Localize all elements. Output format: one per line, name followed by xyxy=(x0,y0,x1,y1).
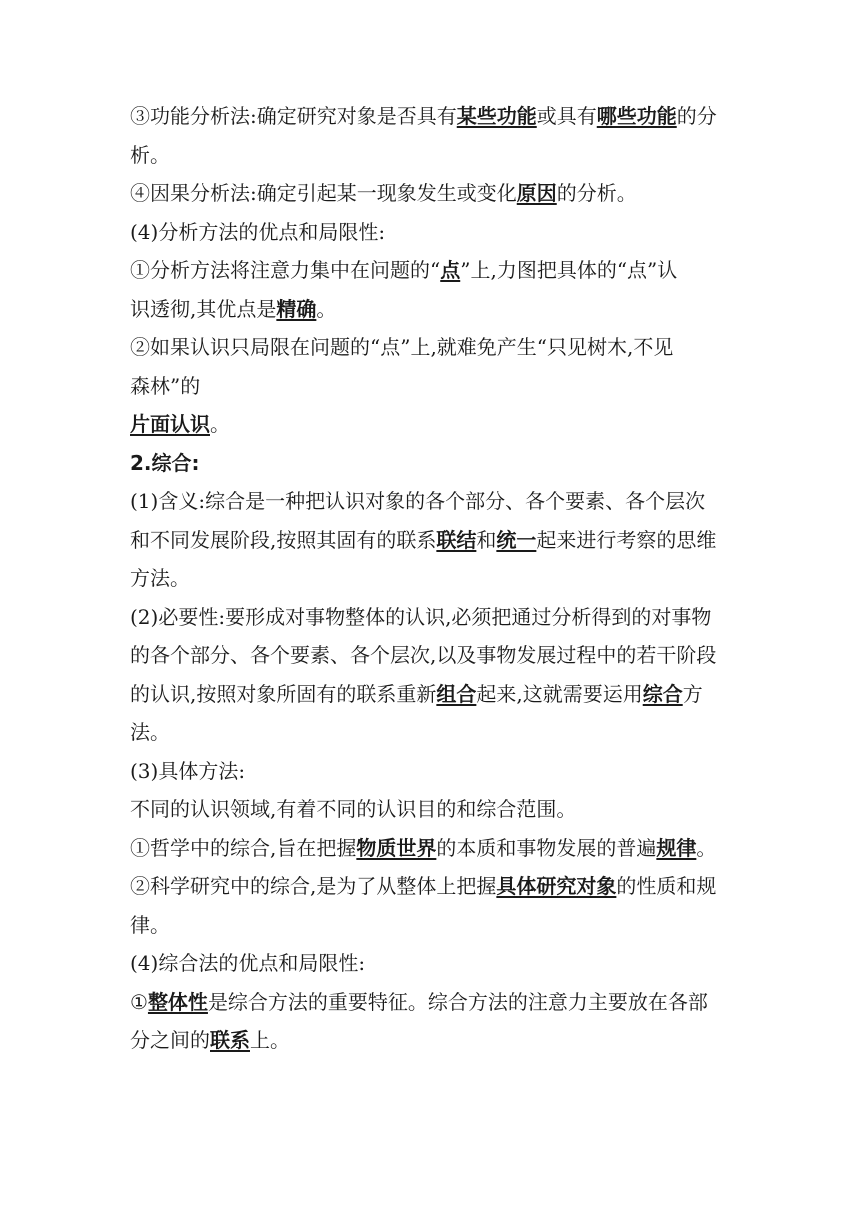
underlined-keyword: 点 xyxy=(440,258,461,282)
text-run: 2.综合: xyxy=(130,450,200,475)
text-line xyxy=(130,444,740,483)
text-run: 森林”的 xyxy=(130,373,201,398)
text-run: ③功能分析法:确定研究对象是否具有 xyxy=(130,104,457,128)
text-run: (3)具体方法: xyxy=(130,758,246,783)
text-run: ④因果分析法:确定引起某一现象发生或变化 xyxy=(130,181,517,205)
text-run: (4)综合法的优点和局限性: xyxy=(130,951,366,975)
text-run: 或具有 xyxy=(536,104,597,128)
document-page xyxy=(130,97,740,1060)
text-run: 。 xyxy=(210,412,230,436)
text-line xyxy=(130,97,740,136)
text-run: 起来进行考察的思维 xyxy=(536,527,717,552)
text-run: 的分 xyxy=(676,104,717,128)
underlined-keyword: 片面认识 xyxy=(130,412,210,436)
text-run: 和不同发展阶段,按照其固有的联系 xyxy=(130,527,437,552)
underlined-keyword: 精确 xyxy=(276,296,317,321)
text-run: 律。 xyxy=(130,912,170,937)
text-run: 法。 xyxy=(130,720,170,744)
text-line xyxy=(130,559,740,598)
text-run: ②如果认识只局限在问题的“点”上,就难免产生“只见树木,不见 xyxy=(130,335,674,359)
text-run: 。 xyxy=(696,835,717,860)
text-line xyxy=(130,482,740,521)
text-line xyxy=(130,251,740,290)
text-line xyxy=(130,136,740,175)
underlined-keyword: 联系 xyxy=(210,1028,250,1052)
text-line xyxy=(130,405,740,444)
text-run: 析。 xyxy=(130,142,170,167)
text-line xyxy=(130,636,740,675)
underlined-keyword: 规律 xyxy=(656,835,697,860)
text-run: (2)必要性:要形成对事物整体的认识,必须把通过分析得到的对事物 xyxy=(130,604,712,629)
text-line xyxy=(130,328,740,367)
text-run: 不同的认识领域,有着不同的认识目的和综合范围。 xyxy=(130,797,577,821)
text-run: ①哲学中的综合,旨在把握 xyxy=(130,835,357,860)
underlined-keyword: 哪些功能 xyxy=(596,104,677,128)
underlined-keyword: 整体性 xyxy=(147,989,208,1014)
text-line xyxy=(130,944,740,983)
text-line xyxy=(130,829,740,868)
text-run: 的各个部分、各个要素、各个层次,以及事物发展过程中的若干阶段 xyxy=(130,643,717,667)
text-run: 和 xyxy=(476,527,497,552)
text-line xyxy=(130,713,740,752)
text-run: ②科学研究中的综合,是为了从整体上把握 xyxy=(130,874,497,898)
text-run: 的认识,按照对象所固有的联系重新 xyxy=(130,681,437,706)
text-line xyxy=(130,521,740,560)
text-run: 的性质和规 xyxy=(616,874,717,898)
text-run: (1)含义:综合是一种把认识对象的各个部分、各个要素、各个层次 xyxy=(130,489,706,513)
underlined-keyword: 原因 xyxy=(516,181,557,205)
text-line xyxy=(130,790,740,829)
text-line xyxy=(130,752,740,791)
text-run: 上。 xyxy=(250,1028,290,1052)
text-run: ①分析方法将注意力集中在问题的“ xyxy=(130,258,441,282)
underlined-keyword: 某些功能 xyxy=(456,104,537,128)
underlined-keyword: 联结 xyxy=(436,527,477,552)
text-run: 方法。 xyxy=(130,566,190,590)
text-line xyxy=(130,1021,740,1060)
text-run: 。 xyxy=(316,296,337,321)
text-line xyxy=(130,367,740,406)
text-line xyxy=(130,906,740,945)
text-run: ① xyxy=(130,989,148,1014)
text-line xyxy=(130,867,740,906)
text-line xyxy=(130,290,740,329)
text-line xyxy=(130,174,740,213)
underlined-keyword: 综合 xyxy=(642,681,683,706)
underlined-keyword: 组合 xyxy=(436,681,477,706)
text-run: (4)分析方法的优点和局限性: xyxy=(130,219,386,244)
underlined-keyword: 统一 xyxy=(496,527,537,552)
underlined-keyword: 具体研究对象 xyxy=(496,874,617,898)
text-run: 的本质和事物发展的普遍 xyxy=(436,835,657,860)
text-run: 识透彻,其优点是 xyxy=(130,296,277,321)
text-line xyxy=(130,598,740,637)
text-run: 方 xyxy=(682,681,703,706)
text-run: 的分析。 xyxy=(556,181,637,205)
text-run: 分之间的 xyxy=(130,1028,210,1052)
text-run: 是综合方法的重要特征。综合方法的注意力主要放在各部 xyxy=(207,989,708,1014)
text-run: 起来,这就需要运用 xyxy=(476,681,643,706)
text-line xyxy=(130,213,740,252)
text-line xyxy=(130,675,740,714)
text-run: ”上,力图把具体的“点”认 xyxy=(460,258,678,282)
text-line xyxy=(130,983,740,1022)
underlined-keyword: 物质世界 xyxy=(356,835,437,860)
